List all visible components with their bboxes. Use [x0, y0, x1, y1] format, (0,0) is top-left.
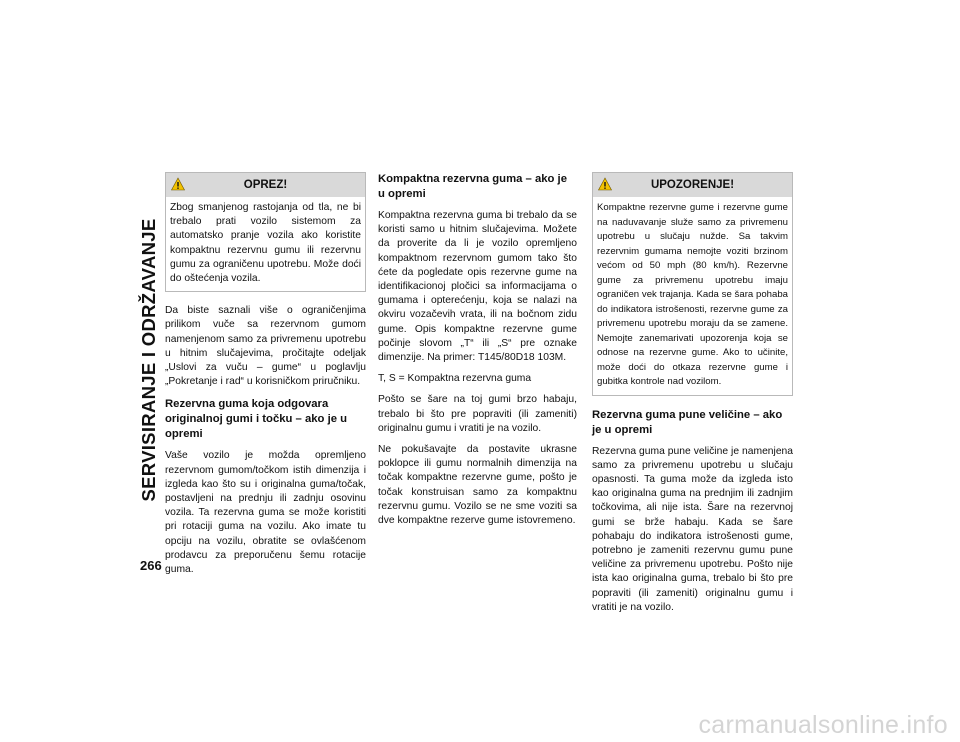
column-middle — [378, 172, 577, 535]
compact-spare-paragraph-2: T, S = Kompaktna rezervna guma — [378, 373, 532, 385]
warning-title: UPOZORENJE! — [650, 179, 735, 191]
caution-title: OPREZ! — [243, 179, 288, 191]
section-side-title-text: SERVISIRANJE I ODRŽAVANJE — [138, 218, 159, 502]
full-size-spare-paragraph: Rezervna guma pune veličine je namenjena samo za privremenu upotrebu u slučaju opasnosti. Ta guma može da izgleda isto kao originalna guma na prednjim ili zadnjim točkovima, ali nije ista. Šare na rezervnoj gumi se brže habaju. Kada se šare pohabaju do indikatora istrošenosti gume, potrebno je zameniti rezervnu gumu pune veličine za privremenu upotrebu. Pošto nije ista kao originalna guma, trebalo bi što pre popraviti (ili zameniti) originalnu gumu i vratiti je na vozilo. — [592, 445, 793, 613]
matching-spare-heading: Rezervna guma koja odgovara originalnoj gumi i točku – ako je u opremi — [165, 398, 348, 441]
footer-watermark: carmanualsonline.info — [698, 711, 948, 739]
warning-box-header — [593, 173, 792, 197]
column-left — [165, 172, 366, 584]
warning-triangle-icon — [598, 177, 612, 191]
warning-text: Kompaktne rezervne gume i rezervne gume na naduvavanje služe samo za privremenu upotrebu u slučaju nužde. Sa takvim rezervnim gumama nemojte voziti brzinom većom od 50 mph (80 km/h). Rezervne gume za privremenu upotrebu imaju ograničen vek trajanja. Kada se šara pohaba do indikatora istrošenosti, rezervne gume za privremenu upotrebu moraju da se zamene. Nemojte zanemarivati upozorenja koja se odnose na rezervne gume. Ako to učinite, može doći do otkaza rezervne gume i gubitka kontrole nad vozilom. — [597, 202, 788, 387]
compact-spare-paragraph-3: Pošto se šare na toj gumi brzo habaju, trebalo bi što pre popraviti (ili zameniti) originalnu gumu i vratiti je na vozilo. — [378, 394, 577, 434]
towing-paragraph: Da biste saznali više o ograničenjima prilikom vuče sa rezervnom gumom namenjenom samo za privremenu upotrebu u hitnim slučajevima, pročitajte odeljak „Uslovi za vuču – gume“ u poglavlju „Pokretanje i rad“ u korisničkom priručniku. — [165, 305, 366, 388]
full-size-spare-heading: Rezervna guma pune veličine – ako je u opremi — [592, 408, 783, 436]
compact-spare-paragraph-1: Kompaktna rezervna guma bi trebalo da se koristi samo u hitnim slučajevima. Možete da proverite da li je vozilo opremljeno kompaktnom rezervnom gumom tako što ćete da pogledate opis rezervne gume na identifikacionoj pločici sa informacijama o gumama i opterećenju, koja se nalazi na okviru vozačevih vrata, ili na bočnom zidu gume. Opis kompaktne rezervne gume počinje slovom „T“ ili „S“ pre oznake dimenzije. Na primer: T145/80D18 103M. — [378, 210, 577, 364]
page-number: 266 — [140, 558, 162, 573]
column-right — [592, 172, 793, 622]
warning-triangle-icon — [171, 177, 185, 191]
caution-text: Zbog smanjenog rastojanja od tla, ne bi trebalo prati vozilo sistemom za automatsko pranje vozila ako koristite kompaktnu rezervnu gumu ili rezervnu gumu za ograničenu upotrebu. Može doći do oštećenja vozila. — [170, 202, 361, 285]
caution-box — [165, 172, 366, 292]
warning-box — [592, 172, 793, 396]
section-side-title — [138, 170, 160, 550]
matching-spare-paragraph: Vaše vozilo je možda opremljeno rezervnom gumom/točkom istih dimenzija i izgleda kao što su i originalna guma/točak, postavljeni na prednju ili zadnju osovinu vozila. Ta rezervna guma se može koristiti pri rotaciji guma na vozilu. Ako imate tu opciju na vozilu, obratite se ovlašćenom prodavcu za preporučenu šemu rotacije guma. — [165, 450, 366, 576]
compact-spare-heading: Kompaktna rezervna guma – ako je u opremi — [378, 173, 567, 200]
compact-spare-paragraph-4: Ne pokušavajte da postavite ukrasne poklopce ili gumu normalnih dimenzija na točak kompaktne rezervne gume, pošto je točak konstruisan samo za kompaktnu rezervnu gumu. Vozilo se ne sme voziti sa dve kompaktne rezerve gume istovremeno. — [378, 444, 577, 527]
caution-box-header — [166, 173, 365, 197]
